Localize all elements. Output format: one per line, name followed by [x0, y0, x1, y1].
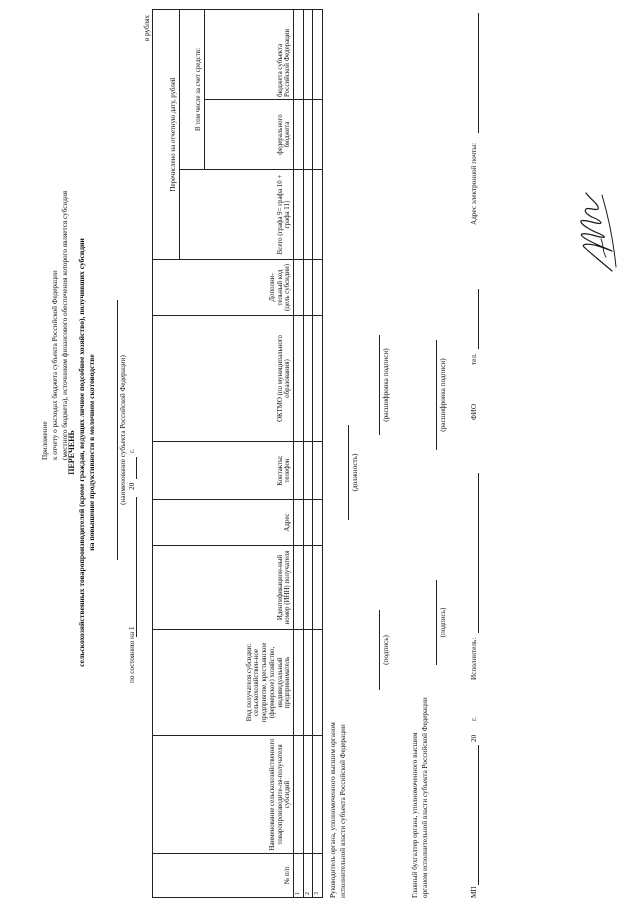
- acct-sign-underline: [436, 580, 437, 665]
- appendix-line3: (местного бюджета), источником финансового обеспечения которого является субсидия: [61, 190, 69, 460]
- email-underline: [478, 13, 479, 133]
- document-title-line1: сельскохозяйственных товаропроизводителей (кроме граждан, ведущих личное подсобное хозяйство), получивших субсидии: [77, 238, 86, 667]
- header-extra: Дополни-тельный код (цель субсидии): [153, 260, 294, 316]
- header-federal: федерального бюджета: [205, 100, 294, 170]
- as-of-label: по состоянию на 1: [128, 626, 136, 683]
- phone-label: тел.: [470, 353, 478, 365]
- appendix-line1: Приложение: [41, 421, 49, 460]
- email-label: Адрес электронной почты:: [470, 142, 478, 225]
- as-of-underline: [136, 497, 137, 637]
- subject-underline: [117, 300, 118, 560]
- date-underline: [478, 745, 479, 885]
- accountant-line1: Главный бухгалтер органа, уполномоченного высшим: [411, 732, 419, 898]
- fio-label: ФИО: [470, 403, 478, 420]
- phone-underline: [478, 289, 479, 349]
- header-name: Наименование сельскохозяйственного товаропроизводите-ля-получателя субсидий: [153, 736, 294, 854]
- executor-label: Исполнитель:: [470, 637, 478, 680]
- head-decode-underline: [379, 335, 380, 435]
- position-underline: [348, 425, 349, 520]
- head-decode-caption: (расшифровка подписи): [382, 348, 390, 422]
- header-transferred: Перечислено на отчетную дату, рублей: [153, 9, 180, 259]
- header-type: Вид получателя субсидии: сельскохозяйствен-ное предприятие, крестьянское (фермерское) хозяйство, индивидуальный предприниматель: [153, 630, 294, 736]
- header-regional: бюджета субъекта Российской Федерации: [205, 9, 294, 99]
- units-label: в рублях: [143, 15, 151, 42]
- header-inn: Идентификацион-ный номер (ИНН) получателя: [153, 546, 294, 630]
- header-no: № п/п: [153, 854, 294, 898]
- subject-caption: (наименование субъекта Российской Федерации): [119, 355, 127, 505]
- head-sign-underline: [379, 610, 380, 690]
- head-line2: исполнительной власти субъекта Российской Федерации: [339, 724, 347, 898]
- document-title-line2: на повышение продуктивности в молочном скотоводстве: [87, 354, 96, 551]
- header-oktmo: ОКТМО (по муниципального образования): [153, 316, 294, 442]
- table-row-number: 3: [313, 854, 323, 898]
- year-label: 20: [128, 482, 136, 490]
- mp-label: МП: [470, 886, 478, 898]
- executor-underline: [478, 473, 479, 633]
- position-caption: (должность): [351, 453, 359, 492]
- acct-decode-caption: (расшифровка подписи): [439, 358, 447, 432]
- acct-decode-underline: [436, 340, 437, 450]
- acct-sign-caption: (подпись): [439, 607, 447, 638]
- header-incl: В том числе за счет средств:: [180, 9, 205, 169]
- header-contacts: Контакты: телефон: [153, 442, 294, 500]
- year-underline: [136, 457, 137, 479]
- table-row-number: 1: [294, 854, 304, 898]
- header-total: Всего (графа 9= графа 10 + графа 11): [180, 170, 294, 260]
- document-heading: ПЕРЕЧЕНЬ: [67, 430, 76, 475]
- header-address: Адрес: [153, 500, 294, 546]
- head-line1: Руководитель органа, уполномоченного высшим органом: [329, 722, 337, 898]
- head-sign-caption: (подпись): [382, 635, 390, 665]
- appendix-line2: к отчету о расходах бюджета субъекта Российской Федерации: [51, 270, 59, 460]
- date-suffix: г.: [470, 717, 478, 721]
- accountant-line2: органом исполнительной власти субъекта Российской Федерации: [421, 697, 429, 898]
- date-year: 20: [470, 734, 478, 742]
- year-suffix: г.: [128, 449, 136, 453]
- table-row-number: 2: [303, 854, 313, 898]
- recipients-table: [152, 9, 323, 898]
- handwritten-signature-image: [568, 187, 624, 277]
